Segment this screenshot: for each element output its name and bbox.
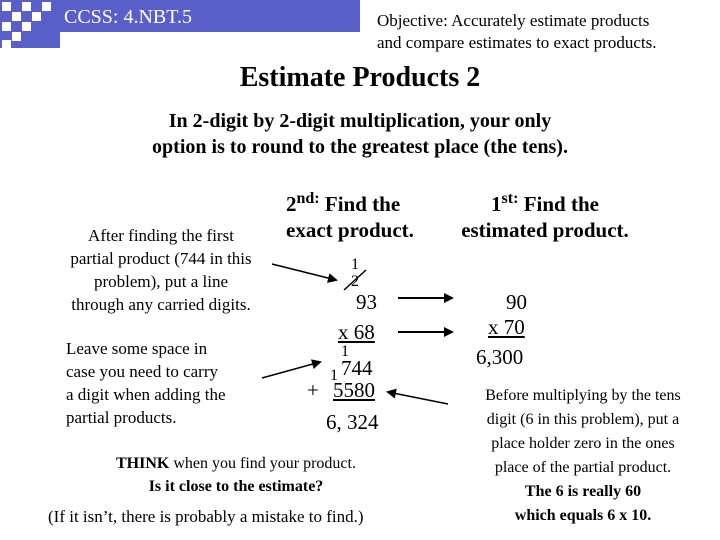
multiplier: x 68	[338, 320, 375, 344]
mistake-note: (If it isn’t, there is probably a mistake to find.)	[48, 507, 364, 526]
intro-line: option is to round to the greatest place (the tens).	[152, 136, 568, 158]
step-suffix: st:	[501, 190, 519, 207]
step-text: estimated product.	[461, 218, 629, 242]
think-question: Is it close to the estimate?	[148, 478, 324, 495]
note-line: which equals 6 x 10.	[514, 507, 652, 524]
note-line: a digit when adding the	[66, 385, 226, 404]
plus-sign: +	[307, 378, 319, 402]
step-number: 2	[286, 192, 297, 216]
estimate-multiplier: x 70	[488, 315, 525, 339]
space-arrow-icon	[262, 362, 320, 378]
think-text: when you find your product.	[169, 455, 356, 472]
strike-line	[344, 270, 366, 290]
carry-digit: 1	[351, 256, 359, 273]
objective-line: Objective: Accurately estimate products	[377, 11, 650, 30]
note-line: digit (6 in this problem), put a	[486, 411, 680, 428]
estimate-multiplicand: 90	[506, 290, 527, 314]
placeholder-arrow-icon	[388, 392, 448, 404]
carry-digit: 1	[341, 343, 349, 360]
think-word: THINK	[116, 455, 170, 472]
partial-product-two: 5580	[333, 378, 375, 402]
note-line: partial product (744 in this	[70, 249, 252, 268]
objective-line: and compare estimates to exact products.	[377, 33, 657, 52]
step-suffix: nd:	[296, 190, 320, 207]
partial-product-one: 744	[341, 356, 373, 380]
carry-arrow-icon	[272, 264, 336, 280]
note-line: case you need to carry	[66, 362, 218, 381]
intro-line: In 2-digit by 2-digit multiplication, your only	[168, 110, 552, 132]
note-line: problem), put a line	[93, 272, 229, 291]
note-line: place of the partial product.	[494, 459, 672, 476]
note-line: The 6 is really 60	[524, 483, 642, 500]
note-line: place holder zero in the ones	[491, 435, 675, 452]
step-text: Find the	[518, 192, 599, 216]
step-text: exact product.	[286, 218, 414, 242]
note-line: After finding the first	[88, 226, 234, 245]
multiplicand: 93	[356, 290, 377, 314]
note-line: Leave some space in	[66, 339, 208, 358]
page-title: Estimate Products 2	[239, 62, 481, 93]
step-text: Find the	[319, 192, 401, 216]
estimated-product: 6,300	[476, 345, 524, 369]
exact-product: 6, 324	[326, 410, 379, 434]
step-number: 1	[491, 192, 502, 216]
carry-digit-crossed: 2	[351, 273, 359, 290]
carry-digit: 1	[330, 367, 338, 384]
note-line: through any carried digits.	[71, 295, 251, 314]
note-line: Before multiplying by the tens	[485, 387, 681, 404]
note-line: partial products.	[66, 408, 177, 427]
standard-code: CCSS: 4.NBT.5	[64, 6, 192, 28]
